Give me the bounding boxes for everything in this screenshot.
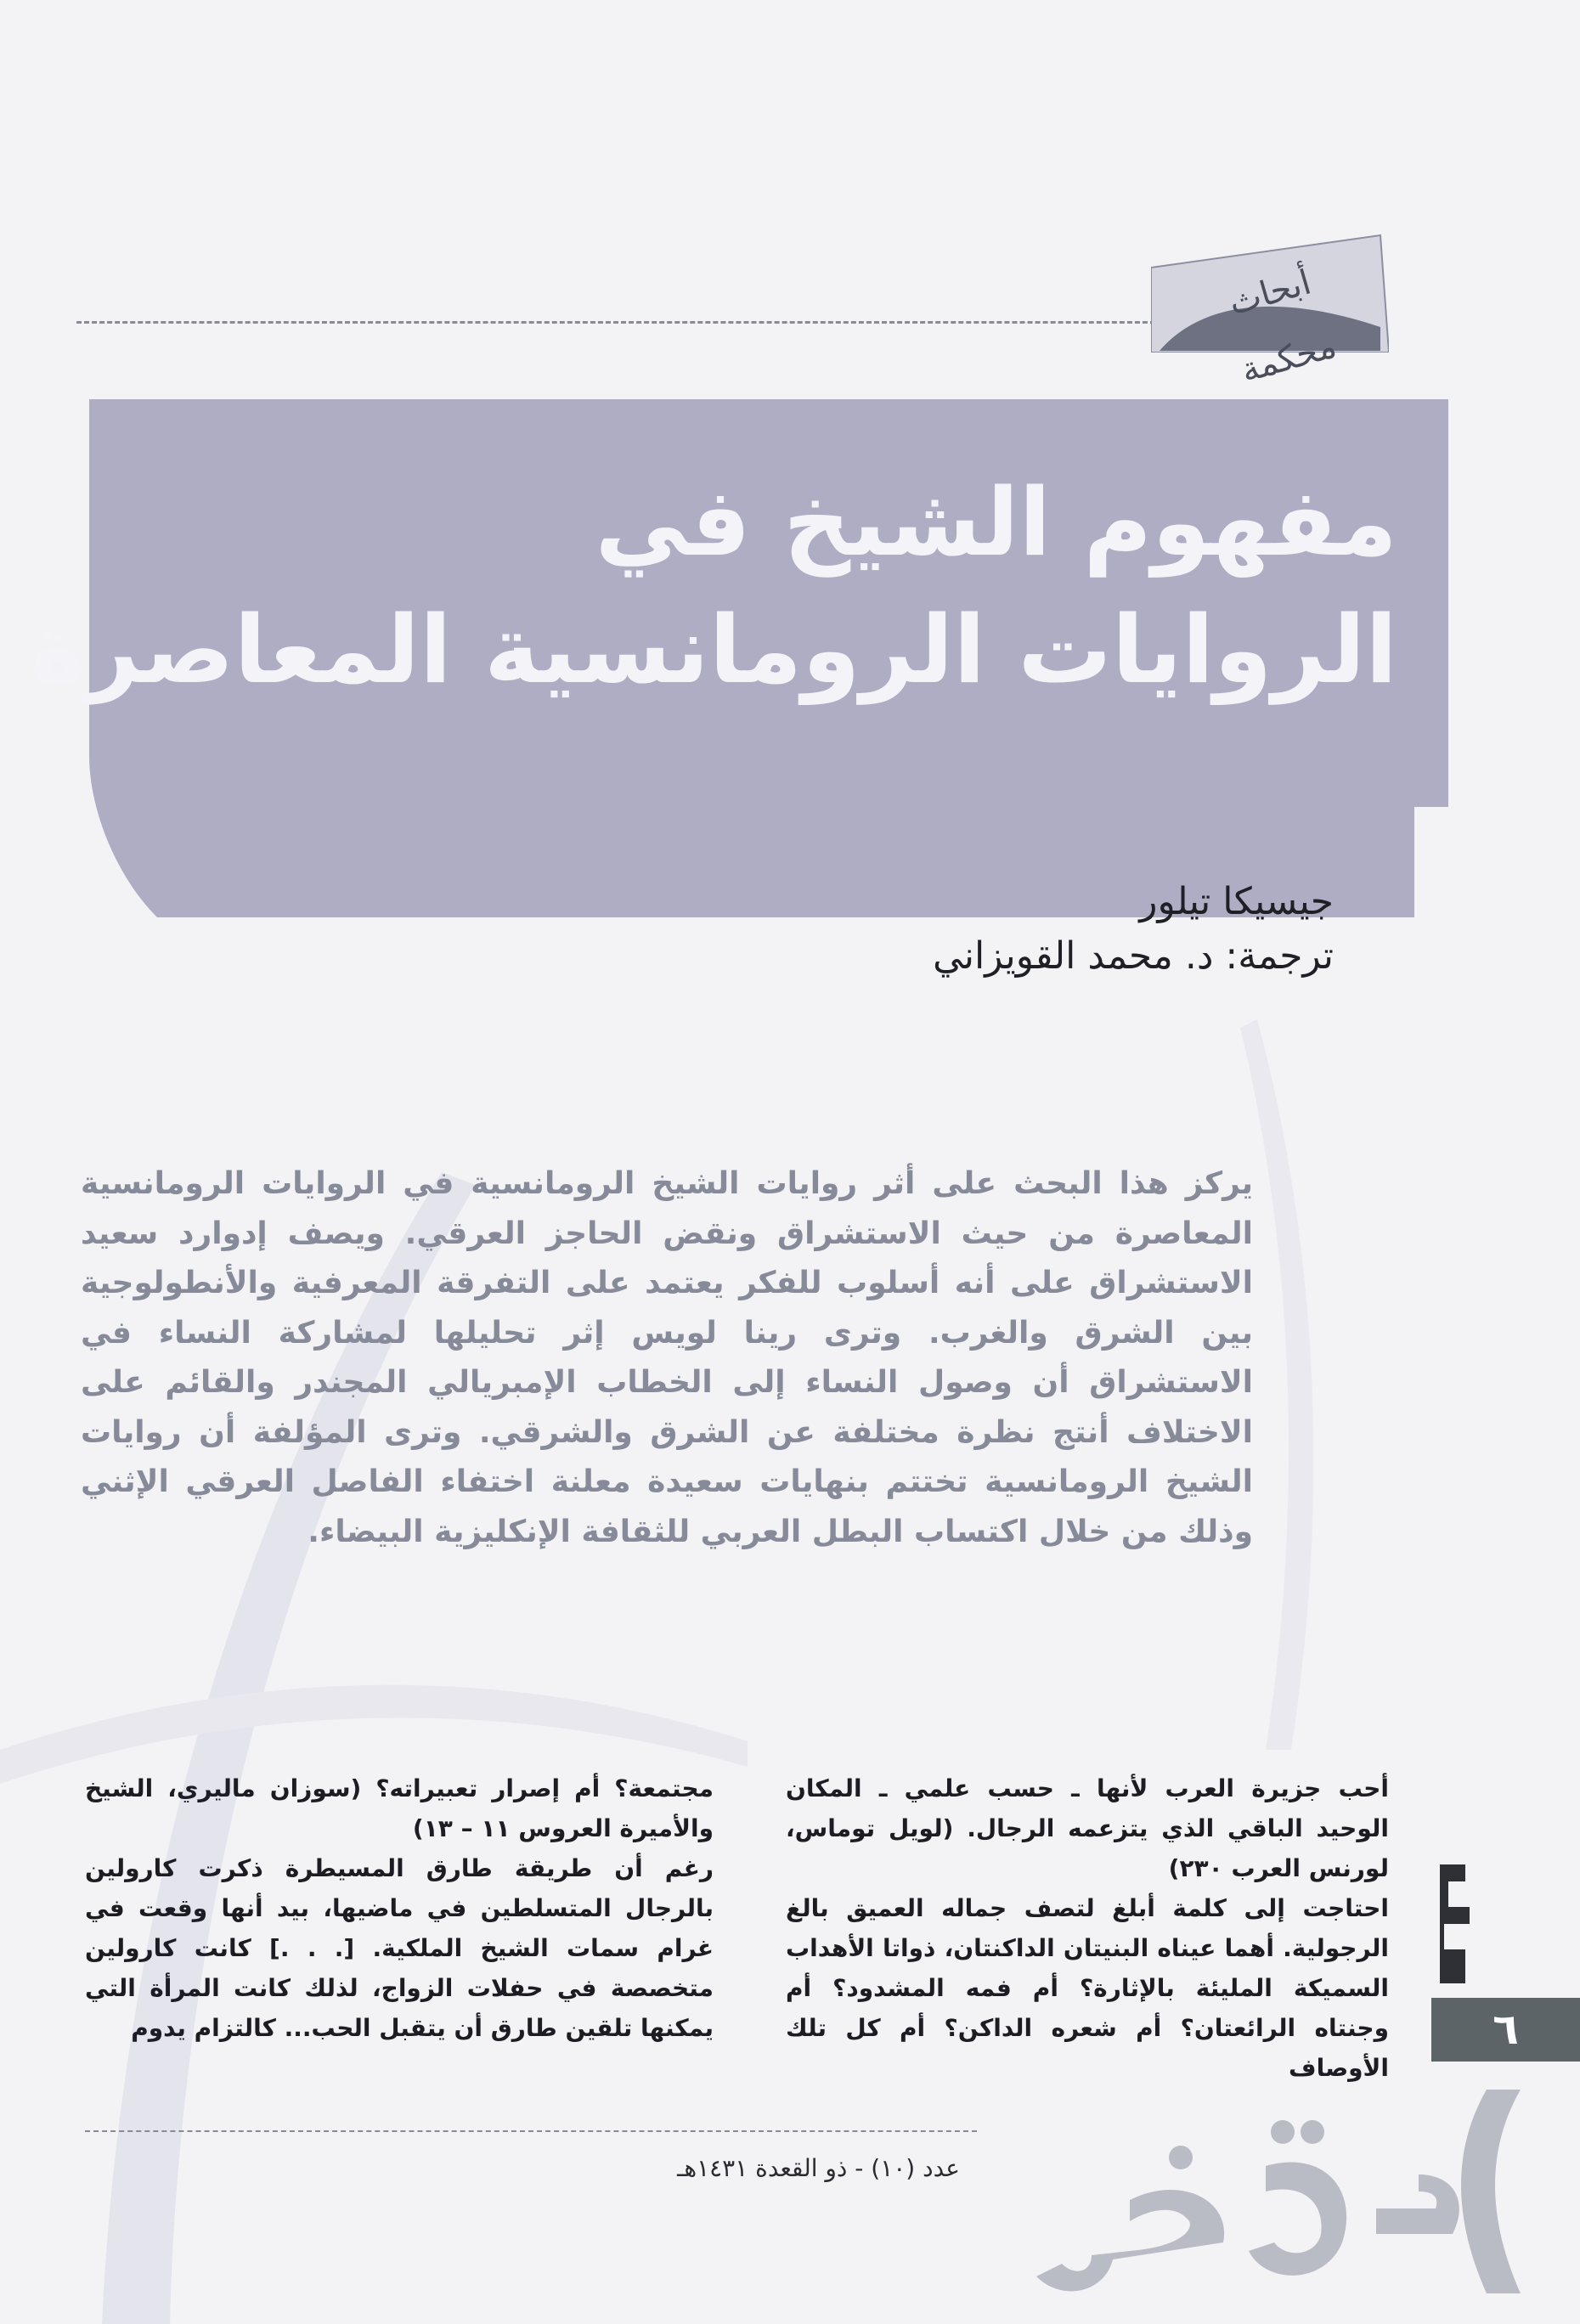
article-title	[30, 459, 1448, 714]
title-banner	[30, 399, 1448, 917]
abstract: يركز هذا البحث على أثر روايات الشيخ الرومانسية في الروايات الرومانسية المعاصرة من حيث الاستشراق ونقض الحاجز العرقي. ويصف إدوارد سعيد الاستشراق على أنه أسلوب للفكر يعتمد على التفرقة المعرفية والأنطولوجية بين الشرق والغرب. وترى رينا لويس إثر تحليلها لمشاركة النساء في الاستشراق أن وصول النساء إلى الخطاب الإمبريالي المجندر والقائم على الاختلاف أنتج نظرة مختلفة عن الشرق والشرقي. وترى المؤلفة أن روايات الشيخ الرومانسية تختتم بنهايات سعيدة معلنة اختفاء الفاصل العرقي الإثني وذلك من خلال اكتساب البطل العربي للثقافة الإنكليزية البيضاء.	[81, 1166, 1253, 1549]
title-line-1: مفهوم الشيخ في	[595, 468, 1397, 577]
translator-name: ترجمة: د. محمد القويزاني	[933, 934, 1334, 978]
title-line-2: الروايات الرومانسية المعاصرة	[30, 595, 1397, 704]
body-column-right	[786, 1768, 1389, 2088]
paragraph: احتاجت إلى كلمة أبلغ لتصف جماله العميق بالغ الرجولية. أهما عيناه البنيتان الداكنتان، ذواتا الأهداب السميكة المليئة بالإثارة؟ أم فمه المشدود؟ أم وجنتاه الرائعتان؟ أم شعره الداكن؟ أم كل تلك الأوصاف	[786, 1894, 1389, 2082]
byline	[569, 875, 1334, 984]
magazine-side-logo-icon	[1431, 1856, 1482, 1992]
magazine-logo	[1011, 2073, 1555, 2310]
section-label: أبحاث محكمة	[1224, 262, 1341, 391]
section-tag	[1151, 234, 1389, 391]
page-number: ٦	[1431, 1998, 1580, 2062]
paragraph: أحب جزيرة العرب لأنها ـ حسب علمي ـ المكان الوحيد الباقي الذي يتزعمه الرجال. (لويل توماس، لورنس العرب ٢٣٠)	[786, 1774, 1389, 1882]
header-rule	[76, 321, 1155, 324]
issue-info: عدد (١٠) - ذو القعدة ١٤٣١هـ	[677, 2154, 960, 2182]
body-column-left	[85, 1768, 714, 2048]
footer-rule	[85, 2130, 977, 2132]
paragraph: رغم أن طريقة طارق المسيطرة ذكرت كارولين بالرجال المتسلطين في ماضيها، بيد أنها وقعت في غرام سمات الشيخ الملكية. [. . .] كانت كارولين متخصصة في حفلات الزواج، لذلك كانت المرأة التي يمكنها تلقين طارق أن يتقبل الحب... كالتزام يدوم	[85, 1854, 714, 2042]
author-name: جيسيكا تيلور	[1139, 880, 1334, 923]
paragraph: مجتمعة؟ أم إصرار تعبيراته؟ (سوزان ماليري، الشيخ والأميرة العروس ١١ – ١٣)	[85, 1774, 714, 1842]
